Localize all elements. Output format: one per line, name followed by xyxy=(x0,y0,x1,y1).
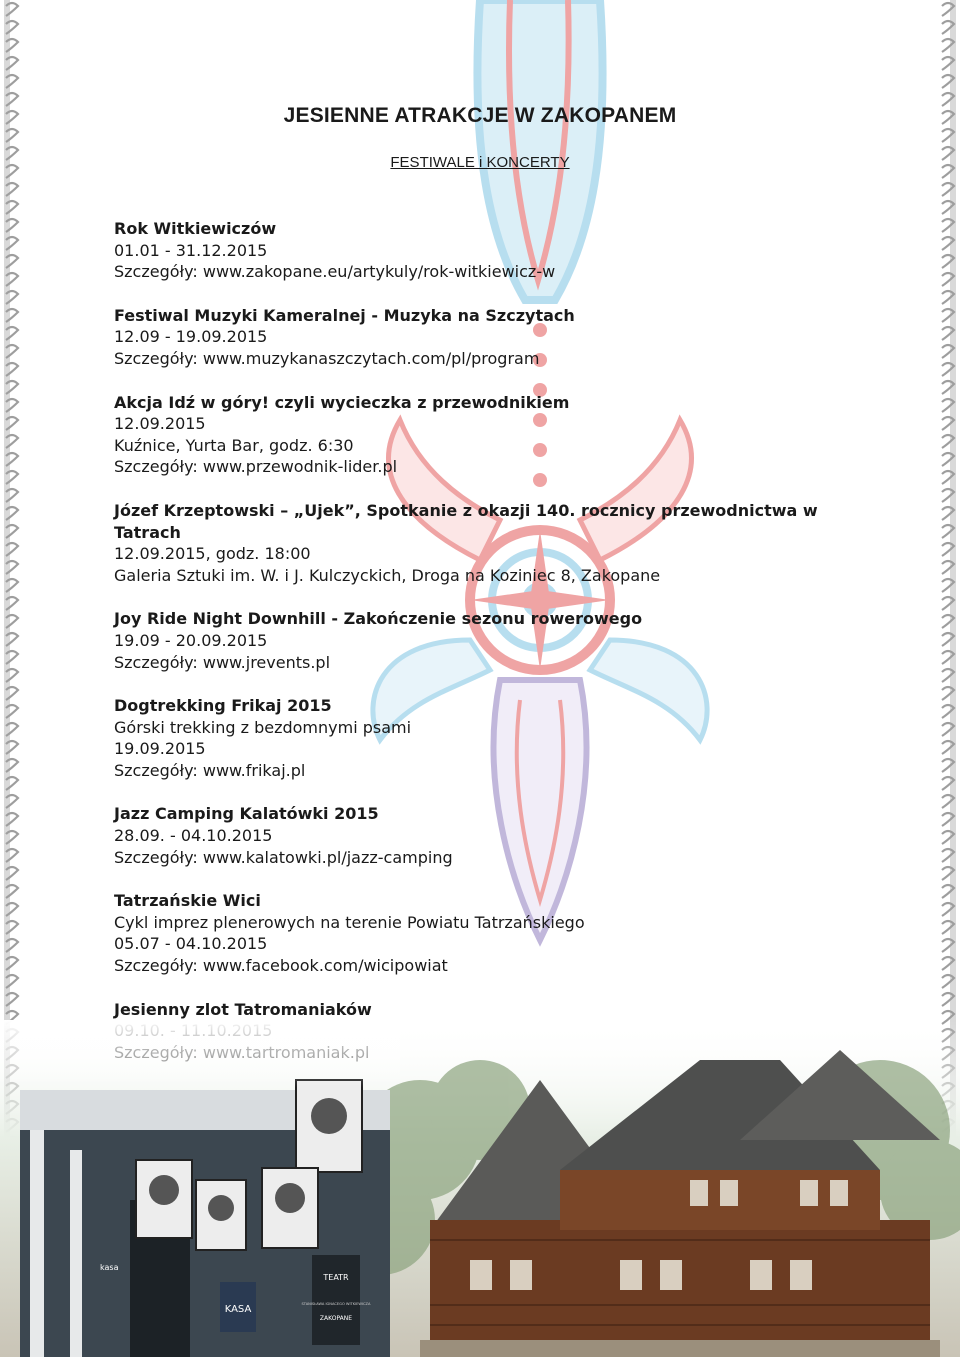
event-link[interactable]: Szczegóły: www.frikaj.pl xyxy=(114,760,306,780)
photo-collage xyxy=(0,1020,960,1357)
event-description: Górski trekking z bezdomnymi psami xyxy=(114,717,412,737)
event-item xyxy=(114,392,874,478)
event-title: Rok Witkiewiczów xyxy=(114,219,277,238)
event-link[interactable]: Szczegóły: www.facebook.com/wicipowiat xyxy=(114,956,448,976)
event-date: 01.01 - 31.12.2015 xyxy=(114,240,268,260)
event-title: Akcja Idź w góry! czyli wycieczka z przewodnikiem xyxy=(114,392,570,412)
event-location: Galeria Sztuki im. W. i J. Kulczyckich, Droga na Koziniec 8, Zakopane xyxy=(114,565,661,585)
event-link[interactable]: Szczegóły: www.zakopane.eu/artykuly/rok-witkiewicz-w xyxy=(114,262,556,282)
event-title: Józef Krzeptowski – „Ujek”, Spotkanie z okazji 140. rocznicy przewodnictwa w Tatrach xyxy=(114,500,818,542)
event-title: Festiwal Muzyki Kameralnej - Muzyka na Szczytach xyxy=(114,305,575,325)
page-subtitle: FESTIWALE i KONCERTY xyxy=(390,154,570,171)
event-date: 28.09. - 04.10.2015 xyxy=(114,826,273,846)
event-date: 19.09 - 20.09.2015 xyxy=(114,630,268,650)
event-date: 12.09 - 19.09.2015 xyxy=(114,327,268,347)
event-title: Dogtrekking Frikaj 2015 xyxy=(114,696,332,716)
event-date: 12.09.2015, godz. 18:00 xyxy=(114,544,311,564)
event-list xyxy=(114,218,874,1085)
event-date: 19.09.2015 xyxy=(114,739,206,759)
event-item xyxy=(114,803,874,868)
event-item xyxy=(114,608,874,673)
event-date: 12.09.2015 xyxy=(114,414,206,434)
event-item xyxy=(114,305,874,370)
event-item xyxy=(114,890,874,976)
event-link[interactable]: Szczegóły: www.muzykanaszczytach.com/pl/program xyxy=(114,348,540,368)
event-item xyxy=(114,500,874,586)
event-item xyxy=(114,695,874,781)
event-location: Kuźnice, Yurta Bar, godz. 6:30 xyxy=(114,435,354,455)
page-title: JESIENNE ATRAKCJE W ZAKOPANEM xyxy=(283,104,677,127)
event-title: Jesienny zlot Tatromaniaków xyxy=(114,999,372,1019)
event-item xyxy=(114,218,874,283)
event-date: 05.07 - 04.10.2015 xyxy=(114,934,268,954)
event-title: Joy Ride Night Downhill - Zakończenie sezonu rowerowego xyxy=(114,609,643,629)
event-link[interactable]: Szczegóły: www.przewodnik-lider.pl xyxy=(114,457,398,477)
event-title: Jazz Camping Kalatówki 2015 xyxy=(114,804,379,824)
event-link[interactable]: Szczegóły: www.kalatowki.pl/jazz-camping xyxy=(114,847,453,867)
event-link[interactable]: Szczegóły: www.jrevents.pl xyxy=(114,652,331,672)
event-title: Tatrzańskie Wici xyxy=(114,891,261,911)
event-description: Cykl imprez plenerowych na terenie Powiatu Tatrzańskiego xyxy=(114,912,585,932)
